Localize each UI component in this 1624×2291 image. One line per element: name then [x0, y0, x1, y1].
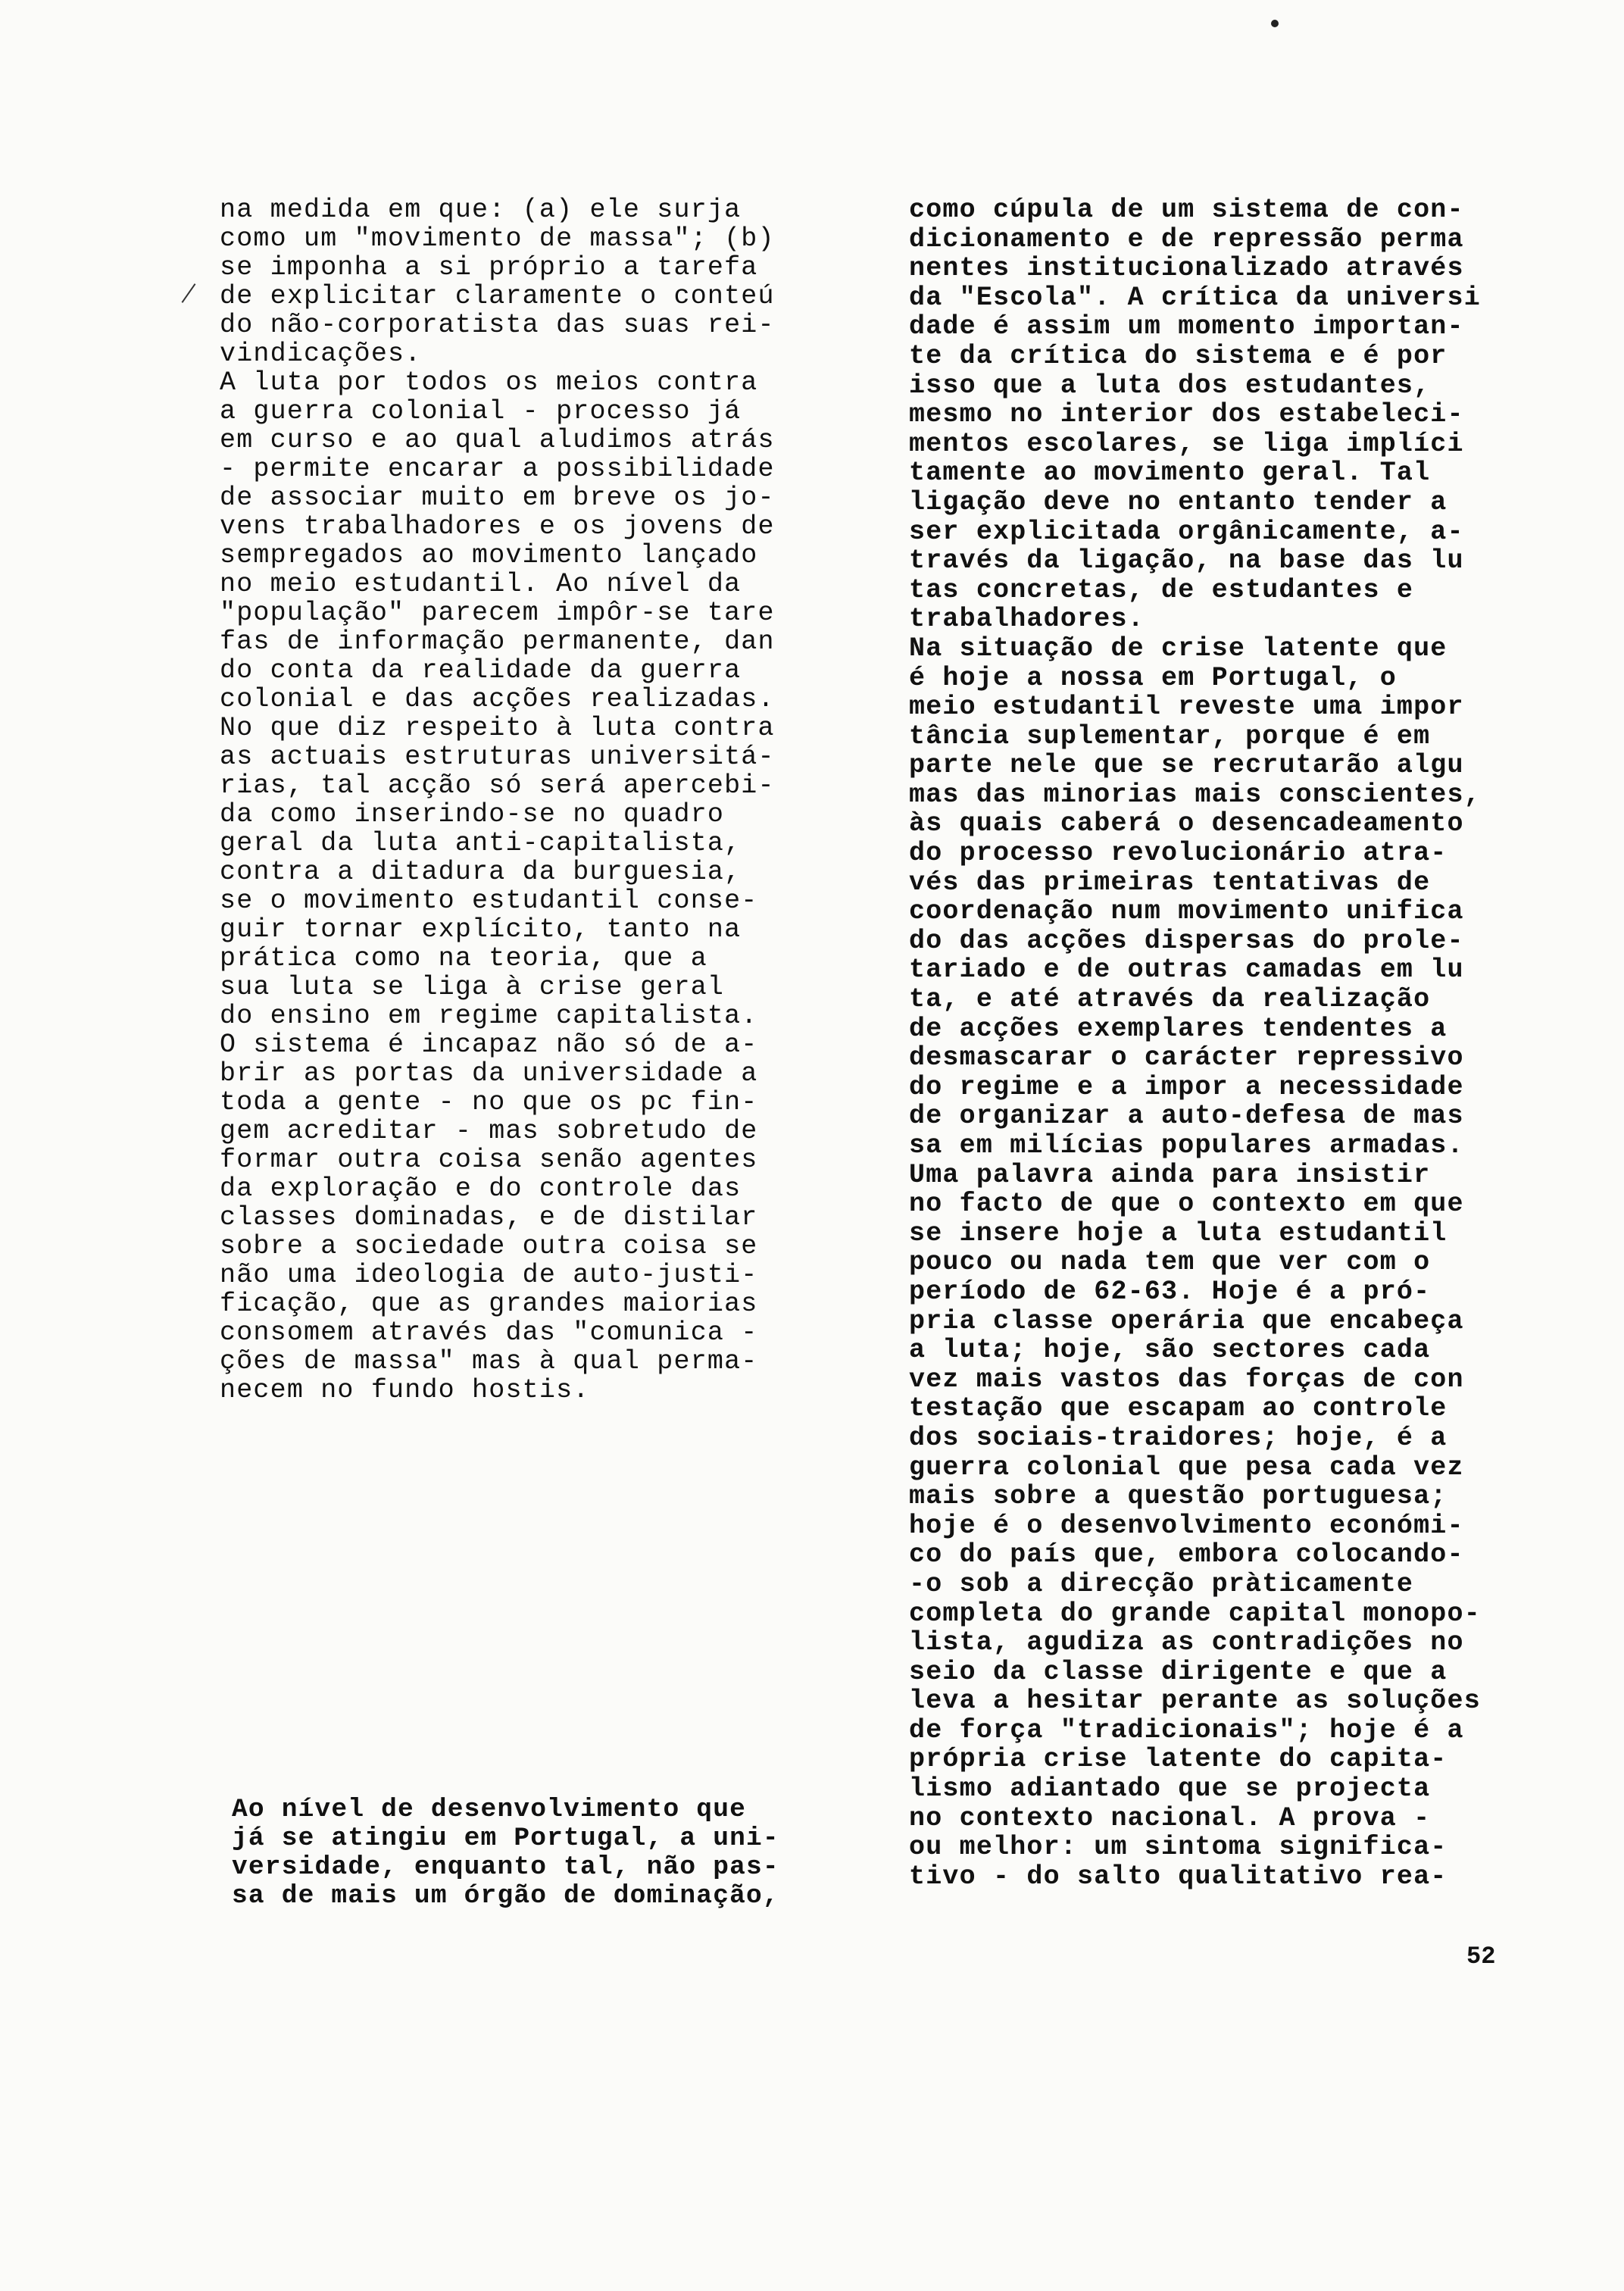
text-line: não uma ideologia de auto-justi-: [220, 1260, 758, 1290]
text-line: A luta por todos os meios contra: [220, 367, 758, 398]
text-line: seio da classe dirigente e que a: [909, 1656, 1448, 1687]
text-line: toda a gente - no que os pc fin-: [220, 1087, 758, 1117]
text-line: Na situação de crise latente que: [909, 633, 1448, 664]
text-line: te da crítica do sistema e é por: [909, 340, 1448, 371]
text-line: fas de informação permanente, dan: [220, 627, 775, 657]
text-line: vés das primeiras tentativas de: [909, 867, 1431, 898]
right-column: [909, 195, 1576, 1891]
paragraph: [909, 634, 1576, 1161]
paragraph: [220, 195, 841, 368]
text-line: No que diz respeito à luta contra: [220, 713, 775, 743]
text-line: geral da luta anti-capitalista,: [220, 828, 742, 858]
text-line: no meio estudantil. Ao nível da: [220, 569, 742, 599]
text-line: tariado e de outras camadas em lu: [909, 955, 1464, 986]
text-line: sa em milícias populares armadas.: [909, 1130, 1464, 1161]
text-line: Uma palavra ainda para insistir: [909, 1159, 1431, 1190]
text-line: ser explicitada orgânicamente, a-: [909, 516, 1464, 547]
text-line: brir as portas da universidade a: [220, 1058, 758, 1089]
text-line: tas concretas, de estudantes e: [909, 574, 1414, 605]
text-line: a luta; hoje, são sectores cada: [909, 1335, 1431, 1366]
text-line: sobre a sociedade outra coisa se: [220, 1231, 758, 1261]
text-line: do não-corporatista das suas rei-: [220, 310, 775, 340]
text-line: no facto de que o contexto em que: [909, 1189, 1464, 1220]
text-line: como cúpula de um sistema de con-: [909, 195, 1464, 225]
text-line: pouco ou nada tem que ver com o: [909, 1247, 1431, 1278]
text-line: ções de massa" mas à qual perma-: [220, 1346, 758, 1377]
text-line: colonial e das acções realizadas.: [220, 684, 775, 714]
text-line: de explicitar claramente o conteú: [220, 281, 775, 311]
text-line: de acções exemplares tendentes a: [909, 1013, 1448, 1044]
text-line: "população" parecem impôr-se tare: [220, 598, 775, 628]
text-line: -o sob a direcção pràticamente: [909, 1568, 1414, 1599]
text-line: as actuais estruturas universitá-: [220, 742, 775, 772]
left-column-bottom: [232, 1796, 838, 1911]
text-line: sua luta se liga à crise geral: [220, 972, 725, 1002]
text-line: isso que a luta dos estudantes,: [909, 370, 1431, 401]
text-line: do ensino em regime capitalista.: [220, 1001, 758, 1031]
text-line: a guerra colonial - processo já: [220, 396, 742, 427]
ink-dot: [1271, 20, 1279, 27]
text-line: sempregados ao movimento lançado: [220, 540, 758, 570]
text-line: de organizar a auto-defesa de mas: [909, 1101, 1464, 1132]
text-line: parte nele que se recrutarão algu: [909, 750, 1464, 781]
text-line: mas das minorias mais conscientes,: [909, 779, 1481, 810]
text-line: Ao nível de desenvolvimento que: [232, 1795, 747, 1824]
text-line: dos sociais-traidores; hoje, é a: [909, 1422, 1448, 1453]
text-line: nentes institucionalizado através: [909, 253, 1464, 284]
paragraph: [220, 368, 841, 714]
text-line: vez mais vastos das forças de con: [909, 1364, 1464, 1395]
text-line: coordenação num movimento unifica: [909, 896, 1464, 927]
text-line: tamente ao movimento geral. Tal: [909, 458, 1431, 489]
text-line: contra a ditadura da burguesia,: [220, 857, 742, 887]
text-line: se imponha a si próprio a tarefa: [220, 252, 758, 283]
text-line: do processo revolucionário atra-: [909, 838, 1448, 869]
text-line: desmascarar o carácter repressivo: [909, 1042, 1464, 1074]
text-line: gem acreditar - mas sobretudo de: [220, 1116, 758, 1146]
paragraph: [220, 714, 841, 1405]
text-line: do conta da realidade da guerra: [220, 655, 742, 686]
text-line: própria crise latente do capita-: [909, 1744, 1448, 1775]
text-line: prática como na teoria, que a: [220, 943, 707, 974]
text-line: testação que escapam ao controle: [909, 1393, 1448, 1424]
text-line: rias, tal acção só será apercebi-: [220, 770, 775, 801]
text-line: sa de mais um órgão de dominação,: [232, 1881, 779, 1911]
text-line: versidade, enquanto tal, não pas-: [232, 1852, 779, 1882]
text-line: vindicações.: [220, 339, 422, 369]
text-line: do regime e a impor a necessidade: [909, 1071, 1464, 1102]
text-line: necem no fundo hostis.: [220, 1375, 590, 1405]
text-line: dicionamento e de repressão perma: [909, 223, 1464, 255]
text-line: formar outra coisa senão agentes: [220, 1145, 758, 1175]
text-line: ta, e até através da realização: [909, 984, 1431, 1015]
text-line: de associar muito em breve os jo-: [220, 483, 775, 513]
text-line: mais sobre a questão portuguesa;: [909, 1481, 1448, 1512]
text-line: como um "movimento de massa"; (b): [220, 223, 775, 254]
text-line: da exploração e do controle das: [220, 1174, 742, 1204]
text-line: se insere hoje a luta estudantil: [909, 1217, 1448, 1249]
text-line: O sistema é incapaz não só de a-: [220, 1030, 758, 1060]
text-line: co do país que, embora colocando-: [909, 1539, 1464, 1571]
paragraph: [232, 1796, 838, 1911]
text-line: às quais caberá o desencadeamento: [909, 808, 1464, 839]
text-line: da como inserindo-se no quadro: [220, 799, 725, 830]
text-line: completa do grande capital monopo-: [909, 1598, 1481, 1629]
text-line: ou melhor: um sintoma significa-: [909, 1832, 1448, 1863]
text-line: consomem através das "comunica -: [220, 1317, 758, 1348]
text-line: pria classe operária que encabeça: [909, 1305, 1464, 1336]
text-line: través da ligação, na base das lu: [909, 545, 1464, 577]
text-line: lismo adiantado que se projecta: [909, 1774, 1431, 1805]
text-line: tância suplementar, porque é em: [909, 720, 1431, 752]
text-line: - permite encarar a possibilidade: [220, 454, 775, 484]
text-line: lista, agudiza as contradições no: [909, 1627, 1464, 1658]
text-line: mentos escolares, se liga implíci: [909, 428, 1464, 459]
text-line: trabalhadores.: [909, 604, 1145, 635]
text-line: de força "tradicionais"; hoje é a: [909, 1714, 1464, 1746]
text-line: em curso e ao qual aludimos atrás: [220, 425, 775, 455]
text-line: dade é assim um momento importan-: [909, 311, 1464, 342]
text-line: meio estudantil reveste uma impor: [909, 692, 1464, 723]
stray-pen-mark: [182, 283, 196, 303]
text-line: guerra colonial que pesa cada vez: [909, 1452, 1464, 1483]
text-line: hoje é o desenvolvimento económi-: [909, 1510, 1464, 1541]
paragraph: [909, 195, 1576, 634]
text-line: mesmo no interior dos estabeleci-: [909, 399, 1464, 430]
left-column: [220, 195, 841, 1405]
paragraph: [909, 1161, 1576, 1892]
text-line: da "Escola". A crítica da universi: [909, 282, 1481, 313]
text-line: período de 62-63. Hoje é a pró-: [909, 1276, 1431, 1307]
text-line: do das acções dispersas do prole-: [909, 925, 1464, 956]
text-line: vens trabalhadores e os jovens de: [220, 511, 775, 542]
text-line: ligação deve no entanto tender a: [909, 486, 1448, 517]
text-line: leva a hesitar perante as soluções: [909, 1686, 1481, 1717]
text-line: no contexto nacional. A prova -: [909, 1802, 1431, 1833]
text-line: ficação, que as grandes maiorias: [220, 1289, 758, 1319]
text-line: se o movimento estudantil conse-: [220, 886, 758, 916]
text-line: classes dominadas, e de distilar: [220, 1202, 758, 1233]
text-line: já se atingiu em Portugal, a uni-: [232, 1824, 779, 1853]
text-line: é hoje a nossa em Portugal, o: [909, 662, 1397, 693]
text-line: guir tornar explícito, tanto na: [220, 914, 742, 945]
text-line: tivo - do salto qualitativo rea-: [909, 1861, 1448, 1892]
page-number: 52: [1466, 1943, 1496, 1971]
text-line: na medida em que: (a) ele surja: [220, 195, 742, 225]
